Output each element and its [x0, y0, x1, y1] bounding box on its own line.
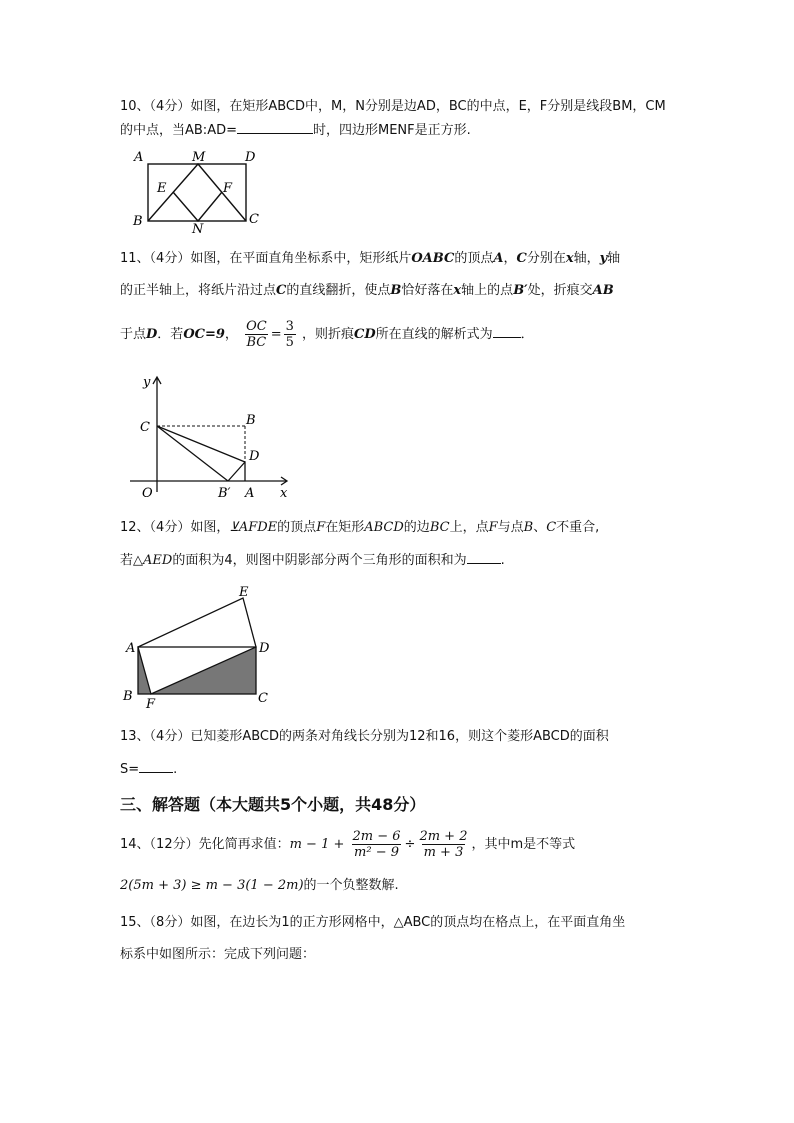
- q12-shaded-triangle-abf: [138, 647, 151, 694]
- q11-text: ．: [520, 327, 534, 342]
- q13-text: .: [173, 762, 178, 777]
- q12-text: 的边: [403, 520, 430, 535]
- q11-text: ，: [224, 327, 238, 342]
- q14-text: 的一个负整数解.: [303, 878, 399, 893]
- q10-line2: [120, 121, 471, 140]
- q11-math: D: [146, 327, 158, 342]
- q12-text: .: [500, 553, 505, 568]
- q11-label-d: D: [249, 449, 260, 464]
- q11-math: OC=9: [183, 327, 225, 342]
- q11-answer-blank[interactable]: [493, 325, 521, 338]
- q14-line1: [120, 828, 575, 862]
- q12-math: F: [316, 520, 326, 535]
- q11-line-cb-prime: [157, 426, 228, 481]
- q14-fraction-2: [417, 829, 469, 860]
- q14-math: m − 1 +: [289, 837, 345, 852]
- q11-math: B′: [513, 283, 528, 298]
- q12-label-e: E: [239, 585, 249, 600]
- q11-text: 所在直线的解析式为: [375, 327, 493, 342]
- q11-line-b-prime-d: [228, 462, 245, 481]
- q10-label-c: C: [249, 212, 259, 227]
- q11-frac-denominator: 5: [285, 335, 294, 350]
- q11-math: C: [276, 283, 287, 298]
- q12-math: B: [523, 520, 534, 535]
- q14-frac-denominator: m + 3: [423, 845, 464, 860]
- q12-label-d: D: [259, 641, 270, 656]
- q11-math: x: [453, 283, 462, 298]
- q11-text: ，则折痕: [302, 327, 355, 342]
- q11-frac-numerator: OC: [246, 319, 267, 334]
- q11-label-o: O: [142, 486, 153, 501]
- q11-math: OABC: [411, 251, 455, 266]
- q11-frac-numerator: 3: [285, 319, 294, 334]
- q11-line3: [120, 318, 534, 352]
- q12-label-a: A: [126, 641, 136, 656]
- q12-math: BC: [429, 520, 450, 535]
- q11-text: 的正半轴上，将纸片沿过点: [120, 283, 277, 298]
- q11-text: ．若: [157, 327, 184, 342]
- q12-text: 的面积为4，则图中阴影部分两个三角形的面积和为: [172, 553, 467, 568]
- q10-rectangle-abcd: [148, 164, 246, 221]
- q12-line1: [120, 519, 599, 537]
- q12-text: 与点: [497, 520, 524, 535]
- q11-math: CD: [354, 327, 376, 342]
- q12-parallelogram-afde: [138, 598, 256, 694]
- q11-x-axis-arrow: [281, 477, 287, 485]
- q11-math: B: [390, 283, 402, 298]
- q12-label-f: F: [146, 697, 156, 712]
- q14-divide-sign: ÷: [404, 837, 416, 852]
- q10-label-e: E: [157, 181, 167, 196]
- q10-answer-blank[interactable]: [237, 121, 313, 134]
- q14-text: 14、（12分）先化简再求值：: [120, 837, 290, 852]
- q15-line2: 标系中如图所示：完成下列问题：: [120, 947, 316, 962]
- q10-label-d: D: [245, 150, 256, 165]
- q14-frac-denominator: m² − 9: [354, 845, 400, 860]
- q14-frac-numerator: 2m − 6: [352, 829, 401, 844]
- q12-label-b: B: [123, 689, 133, 704]
- q11-fold-line-cd: [157, 426, 245, 462]
- q11-math: y: [599, 251, 608, 266]
- q12-math: ABCD: [364, 520, 404, 535]
- q10-line2-start: 的中点，当AB:AD=: [120, 123, 237, 138]
- q13-line1: 13、（4分）已知菱形ABCD的两条对角线长分别为12和16，则这个菱形ABCD的面积: [120, 729, 609, 744]
- q11-label-b-prime: B′: [218, 486, 231, 501]
- q10-label-a: A: [134, 150, 144, 165]
- q12-shaded-triangle-fdc: [151, 647, 256, 694]
- q12-text: 在矩形: [325, 520, 365, 535]
- q11-equals: =: [270, 327, 282, 342]
- q12-text: 若△: [120, 553, 143, 568]
- q11-fraction-3-5: [284, 319, 296, 350]
- q14-line2: [120, 877, 399, 895]
- q11-text: 恰好落在: [401, 283, 454, 298]
- q14-text: ，其中m是不等式: [471, 837, 576, 852]
- q11-text: 轴: [607, 251, 621, 266]
- q11-frac-denominator: BC: [246, 335, 267, 350]
- q11-math: C: [516, 251, 527, 266]
- q11-y-axis-arrow: [153, 377, 161, 384]
- q12-text: 12、（4分）如图，: [120, 520, 230, 535]
- q13-line2: [120, 760, 177, 779]
- q12-answer-blank[interactable]: [467, 551, 501, 564]
- q11-text: 处，折痕交: [527, 283, 593, 298]
- q10-label-n: N: [192, 222, 204, 237]
- q11-text: 11、（4分）如图，在平面直角坐标系中，矩形纸片: [120, 251, 412, 266]
- q11-math: x: [565, 251, 574, 266]
- q12-math: AED: [143, 553, 173, 568]
- q11-text: 轴上的点: [461, 283, 514, 298]
- q14-fraction-1: [351, 829, 403, 860]
- q13-text: S=: [120, 762, 140, 777]
- q12-text: 、: [533, 520, 547, 535]
- q11-text: 轴，: [573, 251, 600, 266]
- q11-label-b: B: [246, 413, 256, 428]
- section-heading: 三、解答题（本大题共5个小题，共48分）: [120, 795, 426, 814]
- q14-frac-numerator: 2m + 2: [419, 829, 468, 844]
- q10-line1: 10、（4分）如图，在矩形ABCD中，M，N分别是边AD，BC的中点，E，F分别是线段BM，CM: [120, 99, 666, 114]
- q11-fraction-oc-bc: [244, 319, 269, 350]
- q12-line2: [120, 551, 505, 570]
- q11-text: 的顶点: [454, 251, 494, 266]
- q12-text: 不重合,: [556, 520, 600, 535]
- q12-label-c: C: [258, 691, 268, 706]
- q11-label-a: A: [245, 486, 255, 501]
- q15-line1: 15、（8分）如图，在边长为1的正方形网格中，△ABC的顶点均在格点上，在平面直角坐: [120, 915, 626, 930]
- q12-math: ⊻AFDE: [229, 520, 278, 535]
- q14-inequality: 2(5m + 3) ≥ m − 3(1 − 2m): [120, 878, 304, 893]
- q11-label-x: x: [280, 486, 288, 501]
- q10-lines-en-nf: [173, 192, 222, 221]
- q13-answer-blank[interactable]: [139, 760, 173, 773]
- q11-text: 分别在: [526, 251, 566, 266]
- q11-text: 于点: [120, 327, 147, 342]
- q10-label-m: M: [192, 150, 206, 165]
- q12-math: C: [546, 520, 557, 535]
- q11-text: ，: [503, 251, 517, 266]
- q11-label-y: y: [143, 375, 151, 390]
- q11-math: A: [493, 251, 504, 266]
- q12-text: 上，点: [449, 520, 489, 535]
- q11-text: 的直线翻折，使点: [286, 283, 391, 298]
- q11-line1: [120, 250, 620, 268]
- q11-line2: [120, 282, 614, 300]
- q12-rectangle-abcd: [138, 647, 256, 694]
- q12-text: 的顶点: [277, 520, 317, 535]
- q10-line2-end: 时，四边形MENF是正方形.: [313, 123, 471, 138]
- q11-label-c: C: [140, 420, 150, 435]
- q10-lines-bm-mc: [148, 164, 246, 221]
- q10-label-b: B: [133, 214, 143, 229]
- q12-math: F: [488, 520, 498, 535]
- q10-label-f: F: [223, 181, 233, 196]
- q11-math: AB: [592, 283, 614, 298]
